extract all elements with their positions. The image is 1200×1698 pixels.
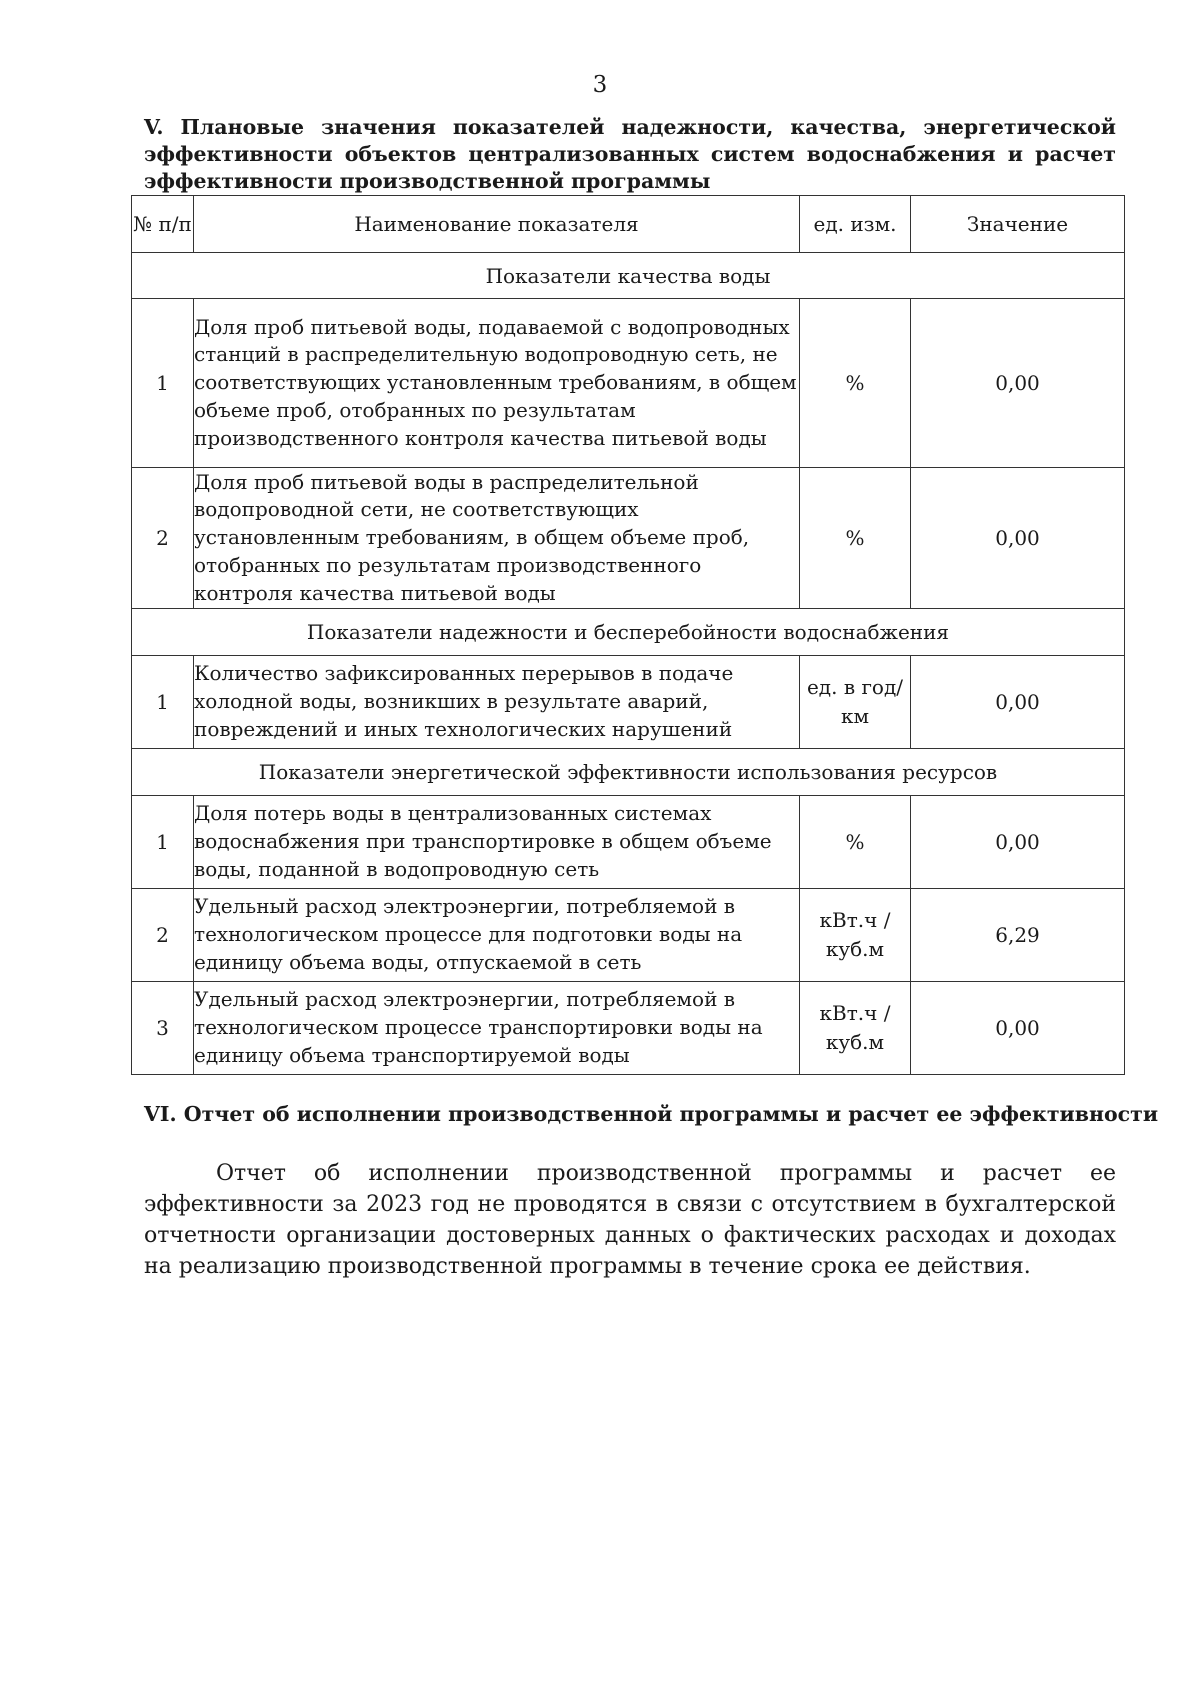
row-value: 0,00 [911,796,1125,889]
header-value: Значение [911,196,1125,253]
row-value: 0,00 [911,656,1125,749]
row-num: 2 [132,468,194,609]
group-title: Показатели качества воды [132,253,1125,299]
row-num: 1 [132,796,194,889]
row-value: 6,29 [911,889,1125,982]
group-title: Показатели энергетической эффективности использования ресурсов [132,749,1125,796]
row-unit: % [800,468,911,609]
row-unit: % [800,299,911,468]
row-num: 1 [132,656,194,749]
group-row-energy-efficiency [132,749,1125,796]
group-title: Показатели надежности и бесперебойности водоснабжения [132,609,1125,656]
row-num: 3 [132,982,194,1075]
table-row [132,982,1125,1075]
row-value: 0,00 [911,982,1125,1075]
table-header-row [132,196,1125,253]
row-name: Количество зафиксированных перерывов в подаче холодной воды, возникших в результате аварий, повреждений и иных технологических нарушений [194,656,800,749]
table-row [132,299,1125,468]
page-number: 3 [592,72,608,98]
indicators-table [131,195,1125,1075]
row-name: Удельный расход электроэнергии, потребляемой в технологическом процессе транспортировки воды на единицу объема транспортируемой воды [194,982,800,1075]
row-name: Удельный расход электроэнергии, потребляемой в технологическом процессе для подготовки воды на единицу объема воды, отпускаемой в сеть [194,889,800,982]
table-row [132,656,1125,749]
table-row [132,796,1125,889]
header-name: Наименование показателя [194,196,800,253]
report-paragraph: Отчет об исполнении производственной программы и расчет ее эффективности за 2023 год не проводятся в связи с отсутствием в бухгалтерской отчетности организации достоверных данных о фактических расходах и доходах на реализацию производственной программы в течение срока ее действия. [144,1161,1116,1279]
header-unit: ед. изм. [800,196,911,253]
group-row-water-quality [132,253,1125,299]
row-value: 0,00 [911,468,1125,609]
row-name: Доля потерь воды в централизованных системах водоснабжения при транспортировке в общем объеме воды, поданной в водопроводную сеть [194,796,800,889]
row-unit: ед. в год/ км [800,656,911,749]
section-vi-title: VI. Отчет об исполнении производственной программы и расчет ее эффективности [144,1102,1159,1126]
row-unit: % [800,796,911,889]
row-name: Доля проб питьевой воды в распределительной водопроводной сети, не соответствующих установленным требованиям, в общем объеме проб, отобранных по результатам производственного контроля качества питьевой воды [194,468,800,609]
table-row [132,889,1125,982]
header-num: № п/п [132,196,194,253]
row-name: Доля проб питьевой воды, подаваемой с водопроводных станций в распределительную водопроводную сеть, не соответствующих установленным требованиям, в общем объеме проб, отобранных по результатам производственного контроля качества питьевой воды [194,299,800,468]
row-num: 1 [132,299,194,468]
row-unit: кВт.ч / куб.м [800,982,911,1075]
table-row [132,468,1125,609]
section-v-title: V. Плановые значения показателей надежности, качества, энергетической эффективности объектов централизованных систем водоснабжения и расчет эффективности производственной программы [144,115,1116,193]
row-unit: кВт.ч / куб.м [800,889,911,982]
row-num: 2 [132,889,194,982]
group-row-reliability [132,609,1125,656]
row-value: 0,00 [911,299,1125,468]
